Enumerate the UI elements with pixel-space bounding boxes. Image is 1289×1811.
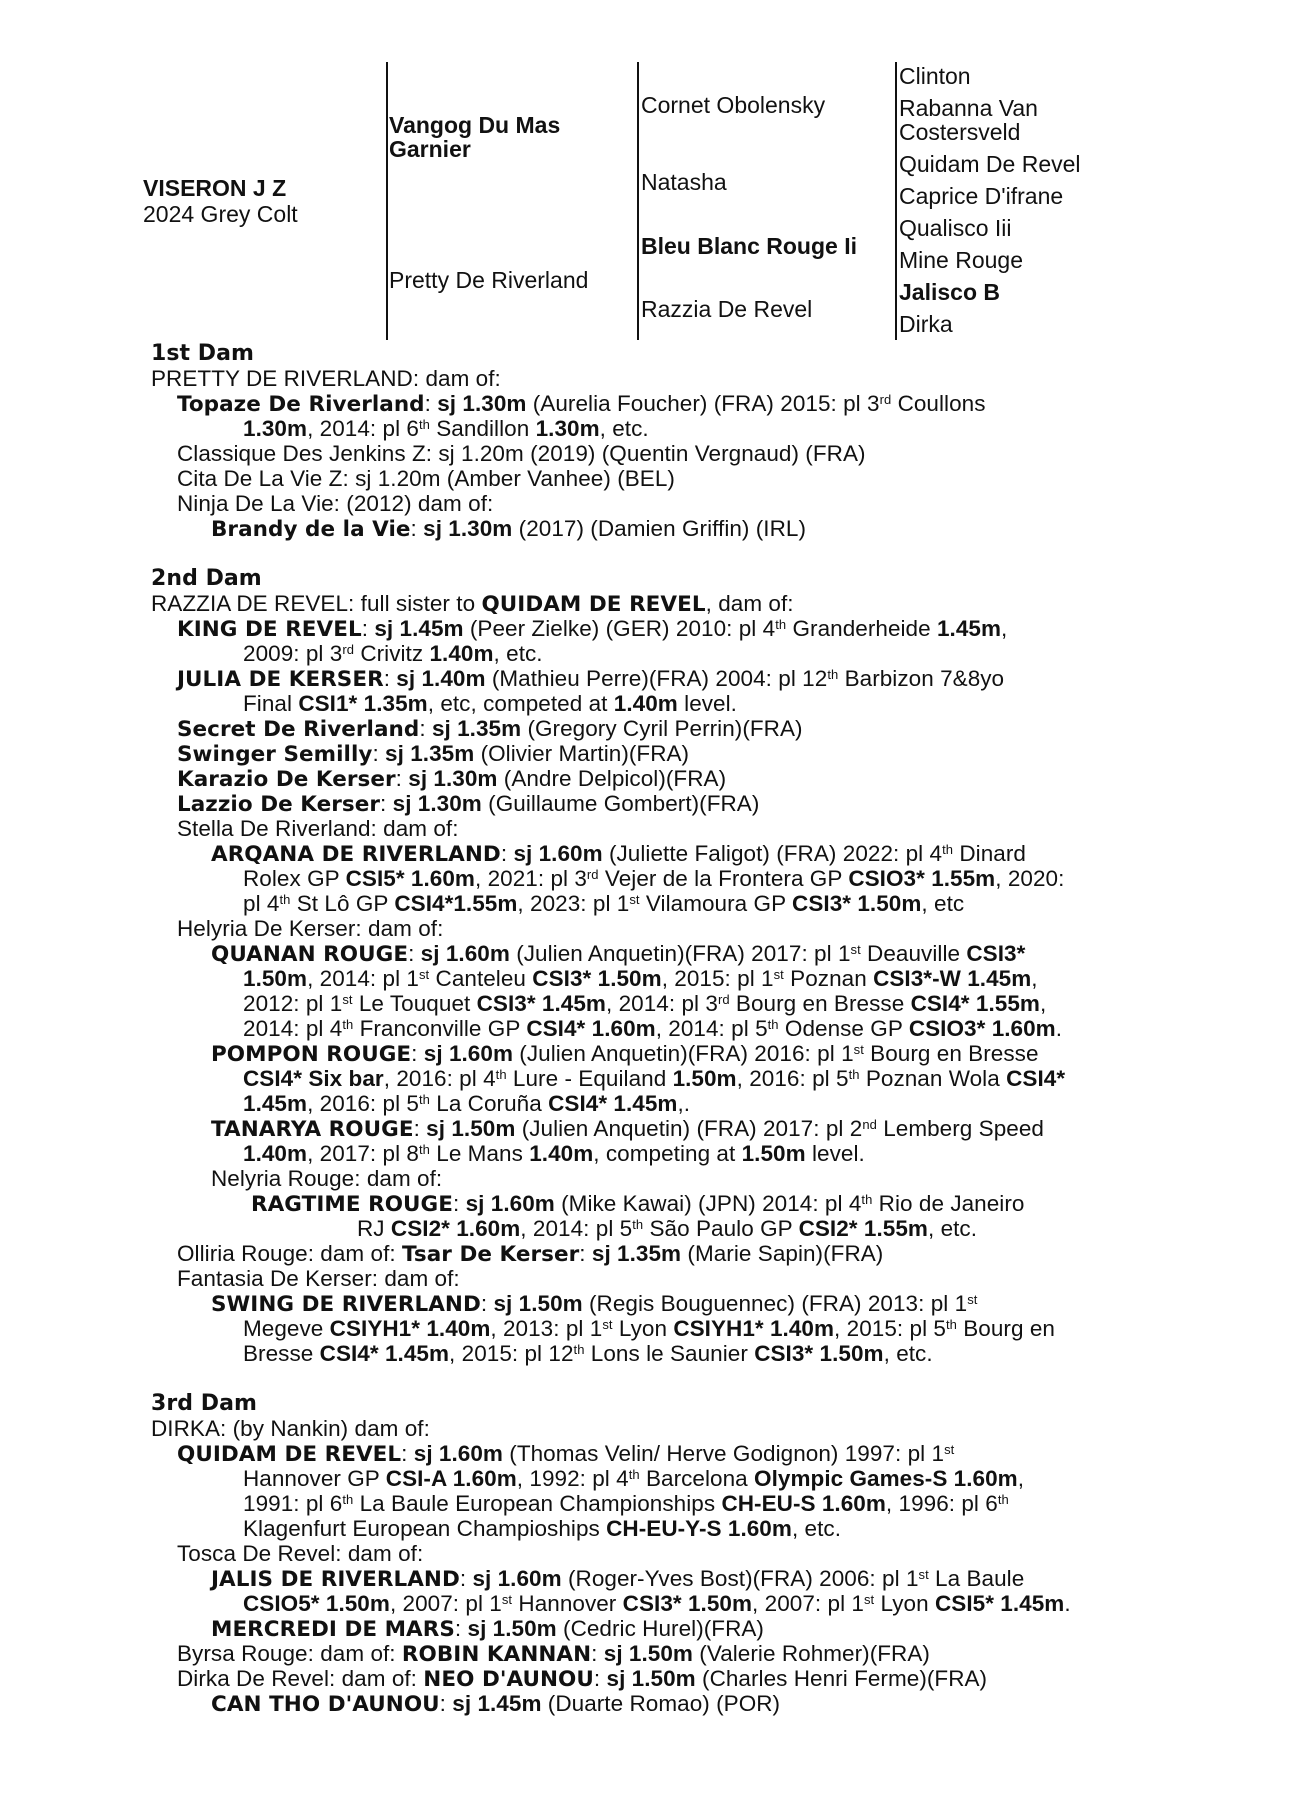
- produce-line: Helyria De Kerser: dam of:: [177, 916, 444, 941]
- dam: Pretty De Riverland: [389, 267, 589, 293]
- produce-line: QUANAN ROUGE: sj 1.60m (Julien Anquetin)(FRA) 2017: pl 1st Deauville CSI3*: [211, 941, 1026, 967]
- sire-dam: Natasha: [641, 169, 727, 195]
- produce-name: Secret De Riverland: [177, 717, 420, 742]
- produce-name: RAGTIME ROUGE: [251, 1192, 453, 1217]
- dd-sire: Jalisco B: [899, 279, 1000, 305]
- produce-name: Brandy de la Vie: [211, 517, 411, 542]
- produce-line: JULIA DE KERSER: sj 1.40m (Mathieu Perre)(FRA) 2004: pl 12th Barbizon 7&8yo: [177, 666, 1005, 692]
- produce-line: Ninja De La Vie: (2012) dam of:: [177, 491, 494, 516]
- ds-sire: Qualisco Iii: [899, 215, 1012, 241]
- divider-line: [895, 62, 897, 340]
- horse-description: 2024 Grey Colt: [143, 201, 298, 227]
- produce-name: QUANAN ROUGE: [211, 942, 409, 967]
- produce-name: QUIDAM DE REVEL: [177, 1442, 402, 1467]
- dd-dam: Dirka: [899, 311, 953, 337]
- produce-line: Karazio De Kerser: sj 1.30m (Andre Delpicol)(FRA): [177, 766, 727, 792]
- produce-line: Tosca De Revel: dam of:: [177, 1541, 424, 1566]
- second-dam-intro: RAZZIA DE REVEL: full sister to QUIDAM DE REVEL, dam of:: [151, 591, 794, 617]
- produce-line: Classique Des Jenkins Z: sj 1.20m (2019) (Quentin Vergnaud) (FRA): [177, 441, 866, 466]
- produce-name: Swinger Semilly: [177, 742, 373, 767]
- divider-line: [637, 62, 639, 340]
- first-dam-heading: 1st Dam: [151, 341, 254, 366]
- produce-name: SWING DE RIVERLAND: [211, 1292, 481, 1317]
- produce-line: Brandy de la Vie: sj 1.30m (2017) (Damien Griffin) (IRL): [211, 516, 807, 542]
- produce-line: Dirka De Revel: dam of: NEO D'AUNOU: sj 1.50m (Charles Henri Ferme)(FRA): [177, 1666, 988, 1692]
- sd-dam: Caprice D'ifrane: [899, 183, 1064, 209]
- second-dam-heading: 2nd Dam: [151, 566, 262, 591]
- produce-line: 1.30m, 2014: pl 6th Sandillon 1.30m, etc.: [243, 416, 649, 441]
- produce-line: 2012: pl 1st Le Touquet CSI3* 1.45m, 2014: pl 3rd Bourg en Bresse CSI4* 1.55m,: [243, 991, 1047, 1016]
- produce-name: NEO D'AUNOU: [423, 1667, 594, 1692]
- produce-line: RJ CSI2* 1.60m, 2014: pl 5th São Paulo GP CSI2* 1.55m, etc.: [357, 1216, 978, 1241]
- divider-line: [386, 62, 388, 340]
- produce-name: JALIS DE RIVERLAND: [211, 1567, 460, 1592]
- produce-line: Stella De Riverland: dam of:: [177, 816, 459, 841]
- sd-sire: Quidam De Revel: [899, 151, 1081, 177]
- produce-name: Topaze De Riverland: [177, 392, 425, 417]
- produce-line: 1.40m, 2017: pl 8th Le Mans 1.40m, competing at 1.50m level.: [243, 1141, 865, 1166]
- produce-line: 1.50m, 2014: pl 1st Canteleu CSI3* 1.50m, 2015: pl 1st Poznan CSI3*-W 1.45m,: [243, 966, 1038, 991]
- produce-line: KING DE REVEL: sj 1.45m (Peer Zielke) (GER) 2010: pl 4th Granderheide 1.45m,: [177, 616, 1008, 642]
- produce-line: Cita De La Vie Z: sj 1.20m (Amber Vanhee) (BEL): [177, 466, 675, 491]
- produce-line: SWING DE RIVERLAND: sj 1.50m (Regis Bouguennec) (FRA) 2013: pl 1st: [211, 1291, 978, 1317]
- dam-dam: Razzia De Revel: [641, 296, 813, 322]
- produce-name: KING DE REVEL: [177, 617, 362, 642]
- produce-line: Nelyria Rouge: dam of:: [211, 1166, 443, 1191]
- produce-name: ARQANA DE RIVERLAND: [211, 842, 501, 867]
- produce-name: Karazio De Kerser: [177, 767, 396, 792]
- produce-name: Lazzio De Kerser: [177, 792, 381, 817]
- ss-dam: Rabanna Van Costersveld: [899, 95, 1038, 145]
- produce-name: POMPON ROUGE: [211, 1042, 412, 1067]
- produce-line: RAGTIME ROUGE: sj 1.60m (Mike Kawai) (JPN) 2014: pl 4th Rio de Janeiro: [251, 1191, 1025, 1217]
- produce-line: Klagenfurt European Champioships CH-EU-Y-S 1.60m, etc.: [243, 1516, 842, 1541]
- produce-line: CSIO5* 1.50m, 2007: pl 1st Hannover CSI3* 1.50m, 2007: pl 1st Lyon CSI5* 1.45m.: [243, 1591, 1071, 1616]
- produce-name: JULIA DE KERSER: [177, 667, 384, 692]
- ss-sire: Clinton: [899, 63, 971, 89]
- first-dam-intro: PRETTY DE RIVERLAND: dam of:: [151, 366, 501, 391]
- produce-line: ARQANA DE RIVERLAND: sj 1.60m (Juliette Faligot) (FRA) 2022: pl 4th Dinard: [211, 841, 1026, 867]
- result: sj 1.30m: [437, 391, 527, 416]
- produce-name: MERCREDI DE MARS: [211, 1617, 455, 1642]
- horse-name: VISERON J Z: [143, 175, 287, 201]
- produce-line: JALIS DE RIVERLAND: sj 1.60m (Roger-Yves Bost)(FRA) 2006: pl 1st La Baule: [211, 1566, 1025, 1592]
- produce-line: Topaze De Riverland: sj 1.30m (Aurelia Foucher) (FRA) 2015: pl 3rd Coullons: [177, 391, 986, 417]
- produce-line: Secret De Riverland: sj 1.35m (Gregory Cyril Perrin)(FRA): [177, 716, 803, 742]
- produce-line: 1.45m, 2016: pl 5th La Coruña CSI4* 1.45m,.: [243, 1091, 691, 1116]
- produce-line: 1991: pl 6th La Baule European Championships CH-EU-S 1.60m, 1996: pl 6th: [243, 1491, 1009, 1516]
- produce-line: CAN THO D'AUNOU: sj 1.45m (Duarte Romao) (POR): [211, 1691, 781, 1717]
- produce-line: MERCREDI DE MARS: sj 1.50m (Cedric Hurel)(FRA): [211, 1616, 764, 1642]
- produce-line: Final CSI1* 1.35m, etc, competed at 1.40m level.: [243, 691, 737, 716]
- produce-name: TANARYA ROUGE: [211, 1117, 414, 1142]
- third-dam-intro: DIRKA: (by Nankin) dam of:: [151, 1416, 430, 1441]
- ds-dam: Mine Rouge: [899, 247, 1024, 273]
- produce-line: Byrsa Rouge: dam of: ROBIN KANNAN: sj 1.50m (Valerie Rohmer)(FRA): [177, 1641, 930, 1667]
- third-dam-heading: 3rd Dam: [151, 1391, 257, 1416]
- produce-line: Rolex GP CSI5* 1.60m, 2021: pl 3rd Vejer de la Frontera GP CSIO3* 1.55m, 2020:: [243, 866, 1065, 891]
- produce-name: ROBIN KANNAN: [401, 1642, 592, 1667]
- sire-sire: Cornet Obolensky: [641, 92, 826, 118]
- produce-line: Fantasia De Kerser: dam of:: [177, 1266, 460, 1291]
- sire: Vangog Du Mas Garnier: [389, 112, 561, 162]
- dam-sire: Bleu Blanc Rouge Ii: [641, 233, 857, 259]
- produce-name: CAN THO D'AUNOU: [211, 1692, 440, 1717]
- produce-line: Megeve CSIYH1* 1.40m, 2013: pl 1st Lyon CSIYH1* 1.40m, 2015: pl 5th Bourg en: [243, 1316, 1055, 1341]
- produce-line: pl 4th St Lô GP CSI4*1.55m, 2023: pl 1st Vilamoura GP CSI3* 1.50m, etc: [243, 891, 965, 916]
- produce-line: CSI4* Six bar, 2016: pl 4th Lure - Equiland 1.50m, 2016: pl 5th Poznan Wola CSI4*: [243, 1066, 1066, 1091]
- produce-line: Olliria Rouge: dam of: Tsar De Kerser: sj 1.35m (Marie Sapin)(FRA): [177, 1241, 884, 1267]
- produce-line: Bresse CSI4* 1.45m, 2015: pl 12th Lons le Saunier CSI3* 1.50m, etc.: [243, 1341, 933, 1366]
- produce-line: 2009: pl 3rd Crivitz 1.40m, etc.: [243, 641, 543, 666]
- produce-line: 2014: pl 4th Franconville GP CSI4* 1.60m, 2014: pl 5th Odense GP CSIO3* 1.60m.: [243, 1016, 1063, 1041]
- produce-line: Lazzio De Kerser: sj 1.30m (Guillaume Gombert)(FRA): [177, 791, 760, 817]
- pedigree-table: [143, 62, 1143, 347]
- produce-line: QUIDAM DE REVEL: sj 1.60m (Thomas Velin/ Herve Godignon) 1997: pl 1st: [177, 1441, 955, 1467]
- produce-name: Tsar De Kerser: [402, 1242, 580, 1267]
- produce-line: POMPON ROUGE: sj 1.60m (Julien Anquetin)(FRA) 2016: pl 1st Bourg en Bresse: [211, 1041, 1039, 1067]
- produce-line: Swinger Semilly: sj 1.35m (Olivier Martin)(FRA): [177, 741, 690, 767]
- produce-line: Hannover GP CSI-A 1.60m, 1992: pl 4th Barcelona Olympic Games-S 1.60m,: [243, 1466, 1025, 1491]
- produce-line: TANARYA ROUGE: sj 1.50m (Julien Anquetin) (FRA) 2017: pl 2nd Lemberg Speed: [211, 1116, 1044, 1142]
